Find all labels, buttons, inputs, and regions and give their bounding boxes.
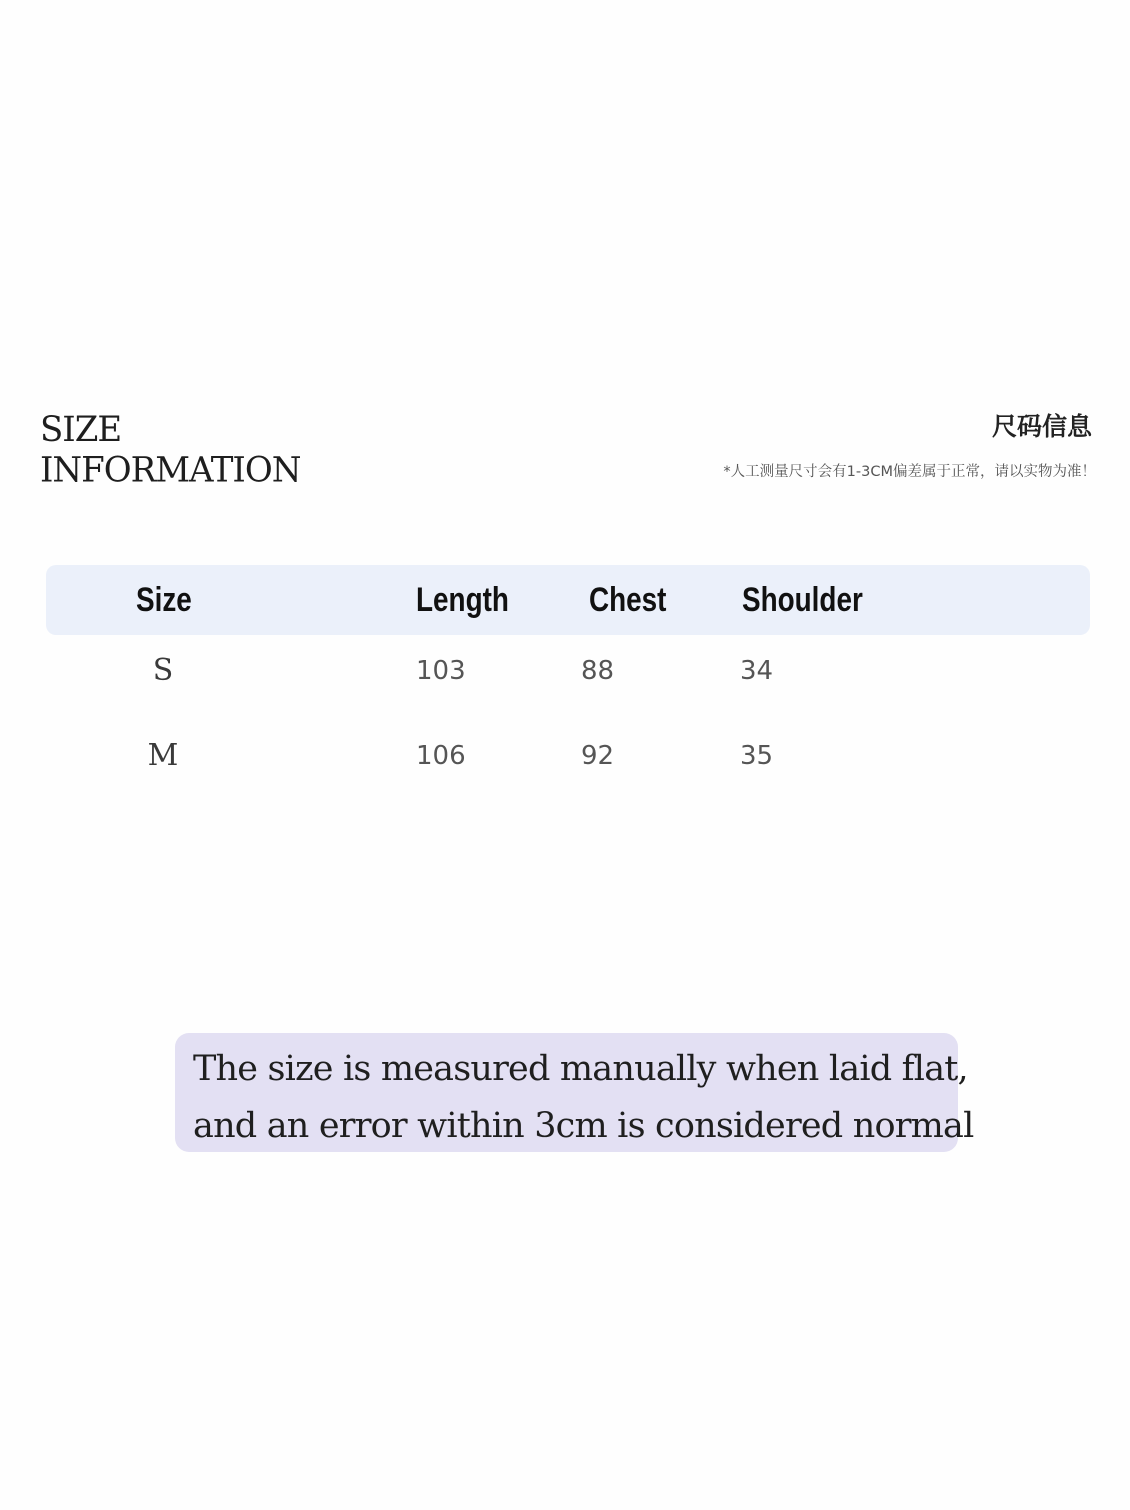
column-header-chest: Chest (589, 581, 667, 619)
cell-size: S (152, 653, 174, 688)
chinese-title: 尺码信息 (991, 412, 1092, 441)
column-header-size: Size (136, 581, 192, 619)
table-header-row (46, 565, 1090, 635)
cell-chest: 88 (581, 656, 615, 686)
size-information-title (40, 409, 301, 491)
column-header-shoulder: Shoulder (742, 581, 863, 619)
cell-length: 106 (416, 741, 466, 771)
chinese-measurement-note: *人工测量尺寸会有1-3CM偏差属于正常，请以实物为准！ (723, 464, 1096, 480)
note-line-1: The size is measured manually when laid flat, (193, 1049, 968, 1089)
cell-chest: 92 (581, 741, 615, 771)
size-table (46, 565, 1090, 805)
title-line-1: SIZE (40, 409, 122, 450)
table-row (46, 635, 1090, 720)
column-header-length: Length (416, 581, 509, 619)
measurement-note-box (175, 1033, 974, 1152)
title-line-2: INFORMATION (40, 450, 301, 491)
cell-shoulder: 35 (740, 741, 774, 771)
cell-shoulder: 34 (740, 656, 774, 686)
note-line-2: and an error within 3cm is considered normal (193, 1106, 974, 1146)
cell-size: M (147, 738, 179, 773)
cell-length: 103 (416, 656, 466, 686)
table-row (46, 720, 1090, 805)
